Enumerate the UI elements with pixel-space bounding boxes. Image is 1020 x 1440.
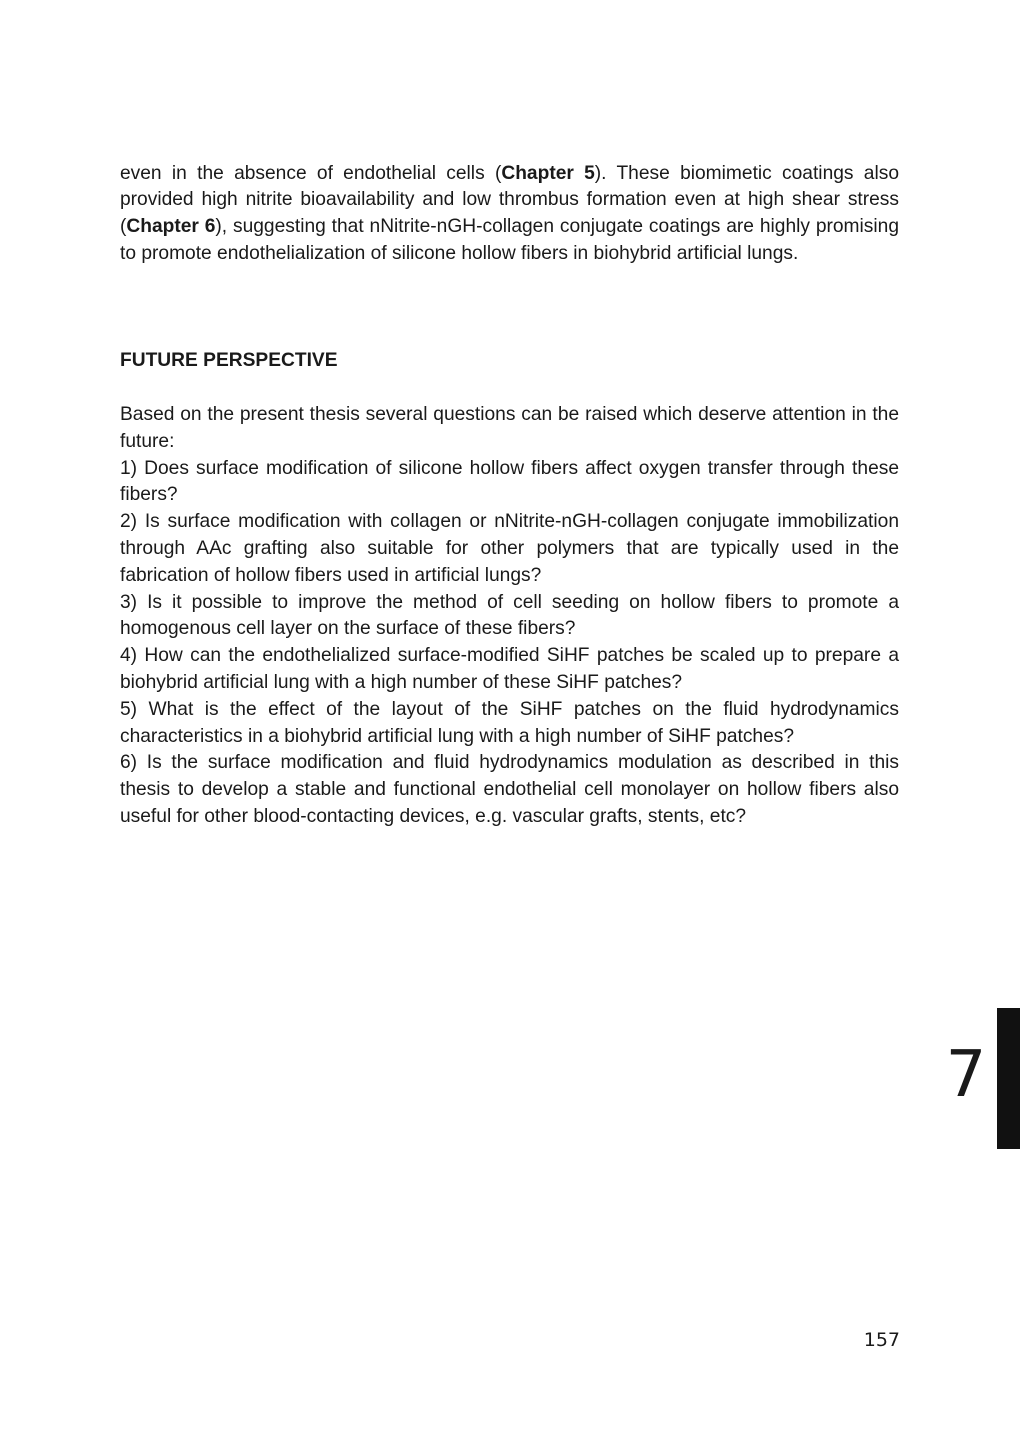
intro-text-part-1: even in the absence of endothelial cells (: [120, 162, 502, 184]
intro-text-part-3: ), suggesting that nNitrite-nGH-collagen conjugate coatings are highly promising to promote endothelialization of silicone hollow fibers in biohybrid artificial lungs.: [120, 216, 900, 264]
chapter-number: 7: [945, 1038, 987, 1112]
intro-text: [120, 161, 899, 268]
intro-paragraph: [120, 161, 899, 268]
question-item: 5) What is the effect of the layout of the SiHF patches on the fluid hydrodynamics characteristics in a biohybrid artificial lung with a high number of SiHF patches?: [120, 698, 899, 747]
question-item: 1) Does surface modification of silicone hollow fibers affect oxygen transfer through these fibers?: [120, 457, 899, 506]
chapter-tab-marker: [997, 1008, 1020, 1149]
question-item: 3) Is it possible to improve the method of cell seeding on hollow fibers to promote a homogenous cell layer on the surface of these fibers?: [120, 591, 899, 640]
chapter-6-reference: Chapter 6: [126, 216, 216, 238]
question-item: 6) Is the surface modification and fluid hydrodynamics modulation as described in this thesis to develop a stable and functional endothelial cell monolayer on hollow fibers also useful for other blood-contacting devices, e.g. vascular grafts, stents, etc?: [120, 752, 899, 827]
future-perspective-body: [120, 402, 899, 831]
page-number: 157: [863, 1329, 900, 1351]
section-heading-future-perspective: FUTURE PERSPECTIVE: [120, 350, 338, 371]
chapter-5-reference: Chapter 5: [501, 162, 595, 184]
question-item: 2) Is surface modification with collagen or nNitrite-nGH-collagen conjugate immobilization through AAc grafting also suitable for other polymers that are typically used in the fabrication of hollow fibers used in artificial lungs?: [120, 511, 899, 586]
question-item: 4) How can the endothelialized surface-modified SiHF patches be scaled up to prepare a biohybrid artificial lung with a high number of these SiHF patches?: [120, 645, 899, 693]
intro-text-part-2: ). These biomimetic coatings also provided high nitrite bioavailability and low thrombus formation even at high shear stress (: [120, 162, 899, 238]
future-lead-paragraph: Based on the present thesis several questions can be raised which deserve attention in the future:: [120, 404, 899, 452]
